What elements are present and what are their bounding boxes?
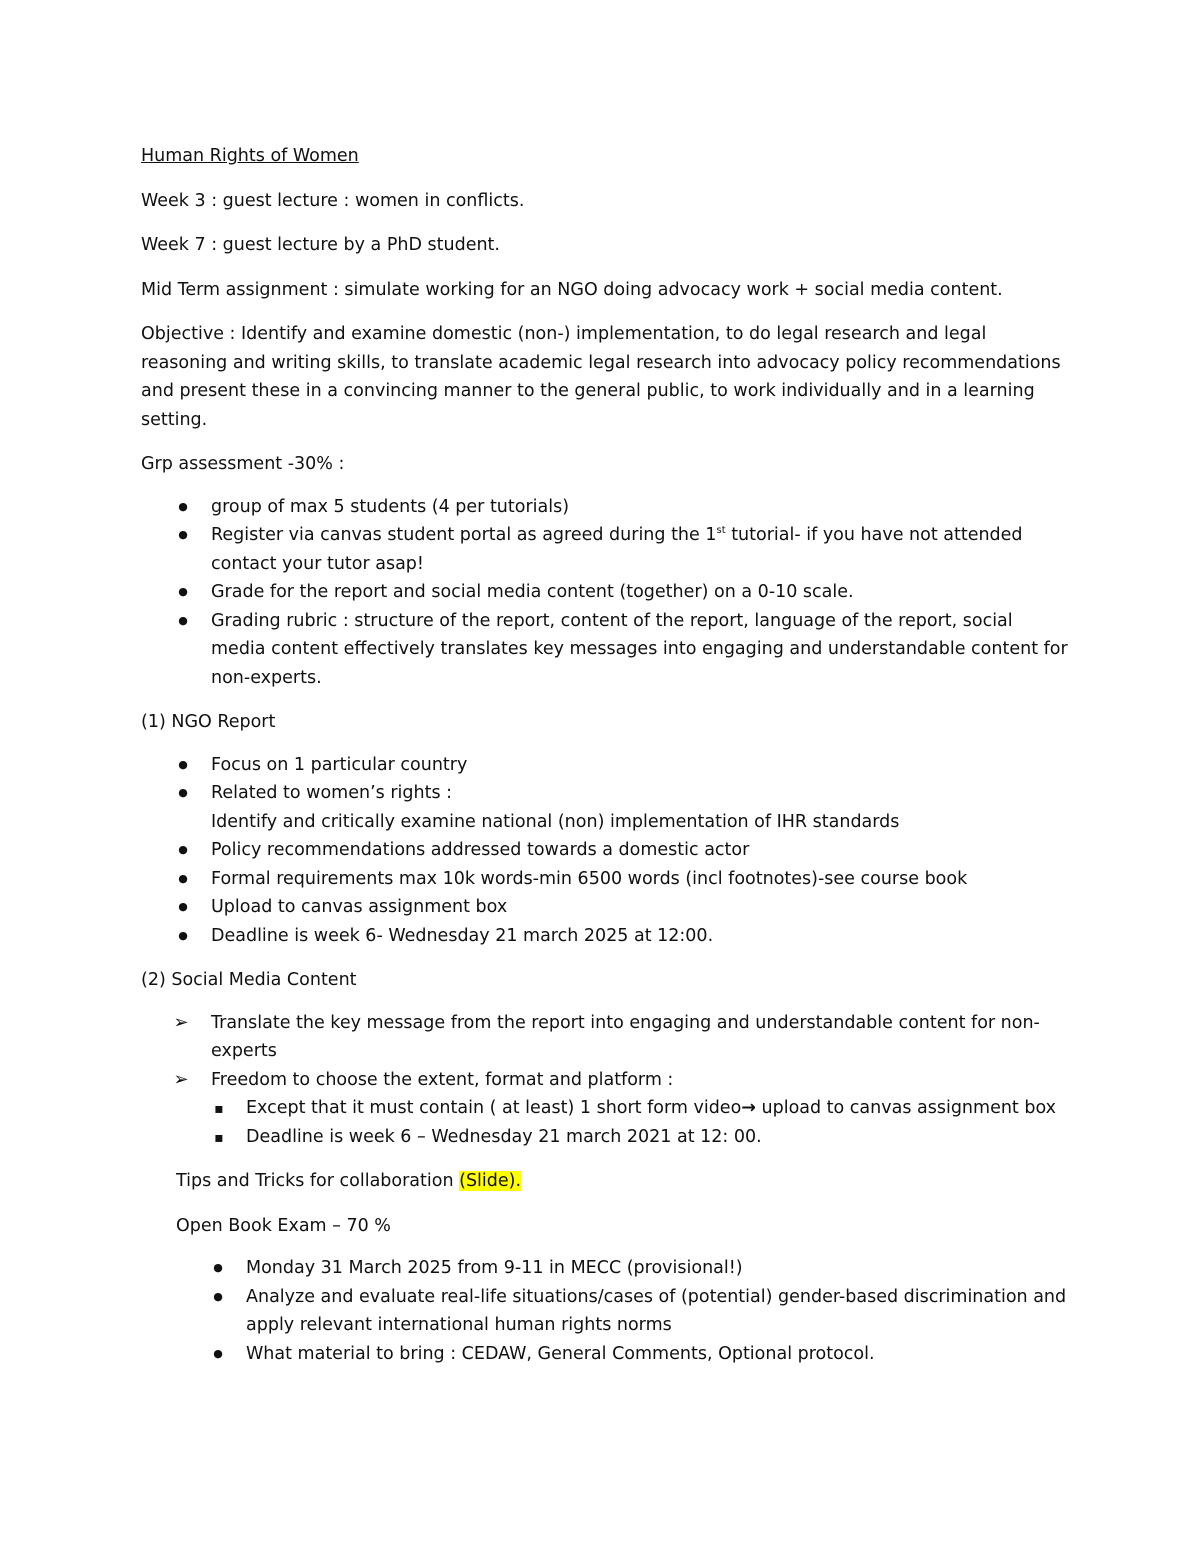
bullet-dot-icon bbox=[173, 607, 193, 636]
bullet-dot-icon bbox=[173, 865, 193, 894]
list-item-text: Translate the key message from the report into engaging and understandable content for non-experts bbox=[211, 1012, 1040, 1061]
list-item bbox=[141, 893, 1071, 922]
list-item-text: Deadline is week 6- Wednesday 21 march 2025 at 12:00. bbox=[211, 925, 714, 946]
bullet-dot-icon bbox=[173, 836, 193, 865]
list-item-text: Focus on 1 particular country bbox=[211, 754, 468, 775]
list-item-text: Except that it must contain ( at least) 1 short form video bbox=[246, 1098, 742, 1118]
arrow-bullet-icon bbox=[171, 1009, 191, 1038]
list-item-text: Formal requirements max 10k words-min 6500 words (incl footnotes)-see course book bbox=[211, 868, 968, 889]
list-item-text: Grading rubric : structure of the report, content of the report, language of the report, social media content effectively translates key messages into engaging and understandable content for non-experts. bbox=[211, 610, 1068, 688]
list-item bbox=[141, 1254, 1071, 1283]
bullet-dot-icon bbox=[208, 1283, 228, 1312]
document-page bbox=[141, 142, 1071, 1384]
list-item bbox=[141, 1340, 1071, 1369]
list-item bbox=[141, 578, 1071, 607]
superscript-st: st bbox=[716, 525, 726, 537]
list-item-text: Register via canvas student portal as agreed during the 1 bbox=[211, 525, 717, 545]
list-item-continuation: Identify and critically examine national (non) implementation of IHR standards bbox=[211, 811, 900, 832]
list-item bbox=[141, 1123, 1071, 1152]
midterm-line: Mid Term assignment : simulate working for an NGO doing advocacy work + social media content. bbox=[141, 279, 1003, 300]
list-item-text: Related to women’s rights : bbox=[211, 783, 453, 803]
social-media-sub-list bbox=[211, 1094, 1071, 1151]
bullet-dot-icon bbox=[173, 521, 193, 550]
bullet-dot-icon bbox=[208, 1340, 228, 1369]
document-title: Human Rights of Women bbox=[141, 146, 359, 166]
bullet-dot-icon bbox=[173, 578, 193, 607]
grp-assessment-list bbox=[141, 493, 1071, 693]
list-item-text-rest: upload to canvas assignment box bbox=[755, 1098, 1056, 1118]
bullet-dot-icon bbox=[173, 493, 193, 522]
bullet-dot-icon bbox=[173, 779, 193, 808]
list-item-text: Policy recommendations addressed towards a domestic actor bbox=[211, 840, 750, 860]
list-item bbox=[141, 1066, 1071, 1152]
list-item bbox=[141, 779, 1071, 836]
exam-heading: Open Book Exam – 70 % bbox=[176, 1215, 391, 1236]
ngo-report-heading: (1) NGO Report bbox=[141, 712, 276, 732]
list-item bbox=[141, 521, 1071, 578]
list-item-text: Upload to canvas assignment box bbox=[211, 897, 508, 917]
ngo-report-list bbox=[141, 751, 1071, 951]
slide-highlight: (Slide). bbox=[459, 1171, 522, 1191]
bullet-dot-icon bbox=[173, 751, 193, 780]
list-item bbox=[141, 1009, 1071, 1066]
list-item-text: What material to bring : CEDAW, General Comments, Optional protocol. bbox=[246, 1343, 875, 1364]
list-item bbox=[141, 836, 1071, 865]
list-item-text-rest: tutorial- if you have not attended contact your tutor asap! bbox=[211, 525, 1023, 574]
list-item bbox=[141, 493, 1071, 522]
bullet-dot-icon bbox=[173, 922, 193, 951]
list-item bbox=[141, 1283, 1071, 1340]
square-bullet-icon bbox=[209, 1094, 229, 1124]
list-item bbox=[141, 865, 1071, 894]
week3-line: Week 3 : guest lecture : women in conflicts. bbox=[141, 190, 525, 211]
square-bullet-icon bbox=[209, 1123, 229, 1153]
tips-text: Tips and Tricks for collaboration bbox=[176, 1171, 460, 1191]
right-arrow-icon: → bbox=[741, 1098, 756, 1118]
week7-line: Week 7 : guest lecture by a PhD student. bbox=[141, 235, 500, 255]
list-item-text: Analyze and evaluate real-life situations/cases of (potential) gender-based discrimination and apply relevant international human rights norms bbox=[246, 1286, 1067, 1335]
list-item-text: Freedom to choose the extent, format and platform : bbox=[211, 1069, 674, 1090]
grp-assessment-heading: Grp assessment -30% : bbox=[141, 454, 345, 474]
list-item-text: Grade for the report and social media content (together) on a 0-10 scale. bbox=[211, 582, 854, 602]
social-media-list bbox=[141, 1009, 1071, 1152]
arrow-bullet-icon bbox=[171, 1066, 191, 1095]
list-item bbox=[141, 607, 1071, 693]
list-item-text: group of max 5 students (4 per tutorials) bbox=[211, 496, 570, 517]
tips-line bbox=[176, 1167, 1071, 1196]
list-item-text: Monday 31 March 2025 from 9-11 in MECC (provisional!) bbox=[246, 1258, 743, 1278]
bullet-dot-icon bbox=[173, 893, 193, 922]
list-item bbox=[141, 922, 1071, 951]
list-item-text: Deadline is week 6 – Wednesday 21 march 2021 at 12: 00. bbox=[246, 1126, 762, 1147]
list-item bbox=[141, 1094, 1071, 1123]
social-media-heading: (2) Social Media Content bbox=[141, 970, 357, 990]
objective-paragraph: Objective : Identify and examine domestic (non-) implementation, to do legal research and legal reasoning and writing skills, to translate academic legal research into advocacy policy recommendations and present these in a convincing manner to the general public, to work individually and in a learning setting. bbox=[141, 324, 1061, 430]
exam-list bbox=[141, 1254, 1071, 1368]
bullet-dot-icon bbox=[208, 1254, 228, 1283]
list-item bbox=[141, 751, 1071, 780]
